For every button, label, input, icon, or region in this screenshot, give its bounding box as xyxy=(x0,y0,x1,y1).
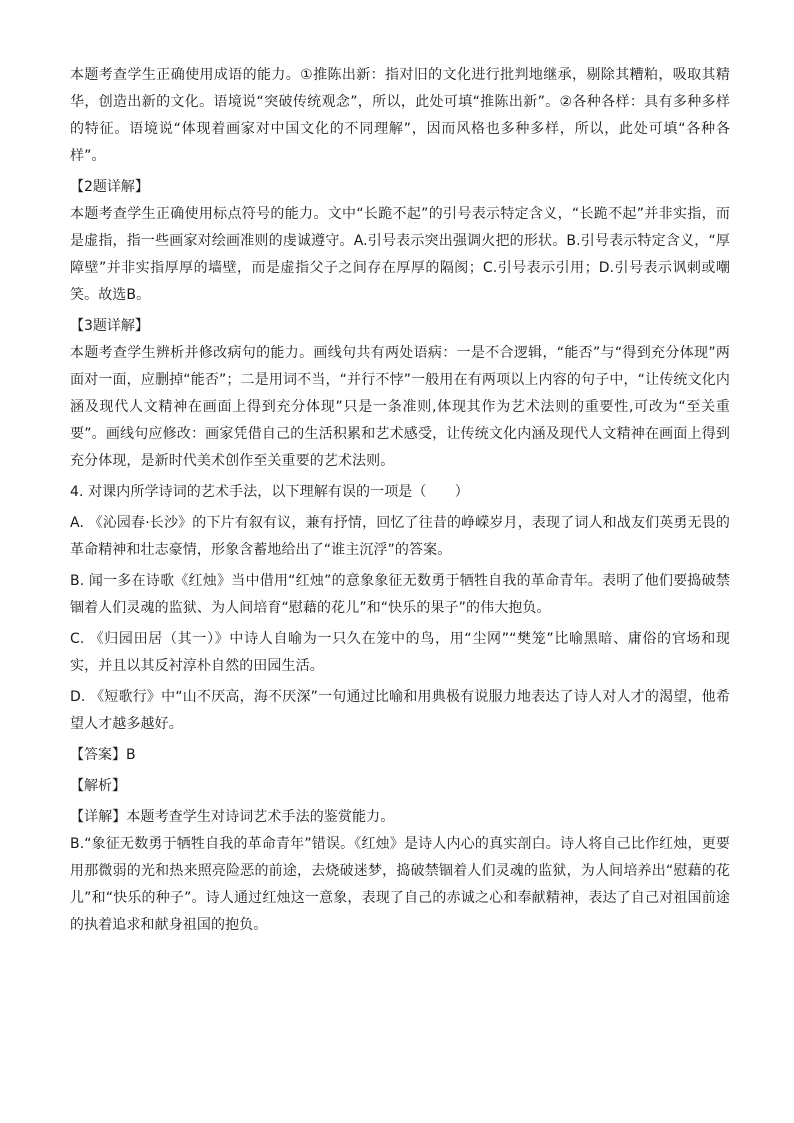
q2-explanation: 本题考查学生正确使用标点符号的能力。文中“长跪不起”的引号表示特定含义，“长跪不起”并非实指，而是虚指，指一些画家对绘画准则的虔诚遵守。A.引号表示突出强调火把的形状。B.引号表示特定含义，“厚障壁”并非实指厚厚的墙壁，而是虚指父子之间存在厚厚的隔阂；C.引号表示引用；D.引号表示讽刺或嘲笑。故选B。 xyxy=(70,206,730,303)
q3-explanation: 本题考查学生辨析并修改病句的能力。画线句共有两处语病：一是不合逻辑，“能否”与“得到充分体现”两面对一面，应删掉“能否”；二是用词不当，“并行不悖”一般用在有两项以上内容的句子中，“让传统文化内涵及现代人文精神在画面上得到充分体现”只是一条准则,体现其作为艺术法则的重要性,可改为“至关重要”。画线句应修改：画家凭借自己的生活积累和艺术感受，让传统文化内涵及现代人文精神在画面上得到充分体现，是新时代美术创作至关重要的艺术法则。 xyxy=(70,345,730,469)
question-4-stem: 4. 对课内所学诗词的艺术手法，以下理解有误的一项是（ ） xyxy=(70,484,469,500)
q1-explanation: 本题考查学生正确使用成语的能力。①推陈出新：指对旧的文化进行批判地继承，剔除其糟粕，吸取其精华，创造出新的文化。语境说“突破传统观念”，所以，此处可填“推陈出新”。②各种各样：具有多种多样的特征。语境说“体现着画家对中国文化的不同理解”，因而风格也多种多样，所以，此处可填“各种各样”。 xyxy=(70,67,731,164)
document-page xyxy=(70,62,730,939)
q2-heading: 【2题详解】 xyxy=(70,179,149,195)
analysis-label: 【解析】 xyxy=(70,778,126,794)
q3-heading: 【3题详解】 xyxy=(70,318,149,334)
detail-intro: 【详解】本题考查学生对诗词艺术手法的鉴赏能力。 xyxy=(70,809,395,825)
option-c: C. 《归园田居（其一）》中诗人自喻为一只久在笼中的鸟，用“尘网”“樊笼”比喻黑暗、庸俗的官场和现实，并且以其反衬淳朴自然的田园生活。 xyxy=(70,631,730,674)
option-b: B. 闻一多在诗歌《红烛》当中借用“红烛”的意象象征无数勇于牺牲自我的革命青年。表明了他们要捣破禁锢着人们灵魂的监狱、为人间培育“慰藉的花儿”和“快乐的果子”的伟大抱负。 xyxy=(70,573,730,616)
detail-explanation: B.“象征无数勇于牺牲自我的革命青年”错误。《红烛》是诗人内心的真实剖白。诗人将自己比作红烛，更要用那微弱的光和热来照亮险恶的前途，去烧破迷梦，捣破禁锢着人们灵魂的监狱，为人间培养出“慰藉的花儿”和“快乐的种子”。诗人通过红烛这一意象，表现了自己的赤诚之心和奉献精神，表达了自己对祖国前途的执着追求和献身祖国的抱负。 xyxy=(70,836,730,933)
option-d: D. 《短歌行》中“山不厌高，海不厌深”一句通过比喻和用典极有说服力地表达了诗人对人才的渴望，他希望人才越多越好。 xyxy=(70,689,730,732)
option-a: A. 《沁园春·长沙》的下片有叙有议，兼有抒情，回忆了往昔的峥嵘岁月，表现了词人和战友们英勇无畏的革命精神和壮志豪情，形象含蓄地给出了“谁主沉浮”的答案。 xyxy=(70,515,730,558)
answer-label: 【答案】B xyxy=(70,747,136,763)
